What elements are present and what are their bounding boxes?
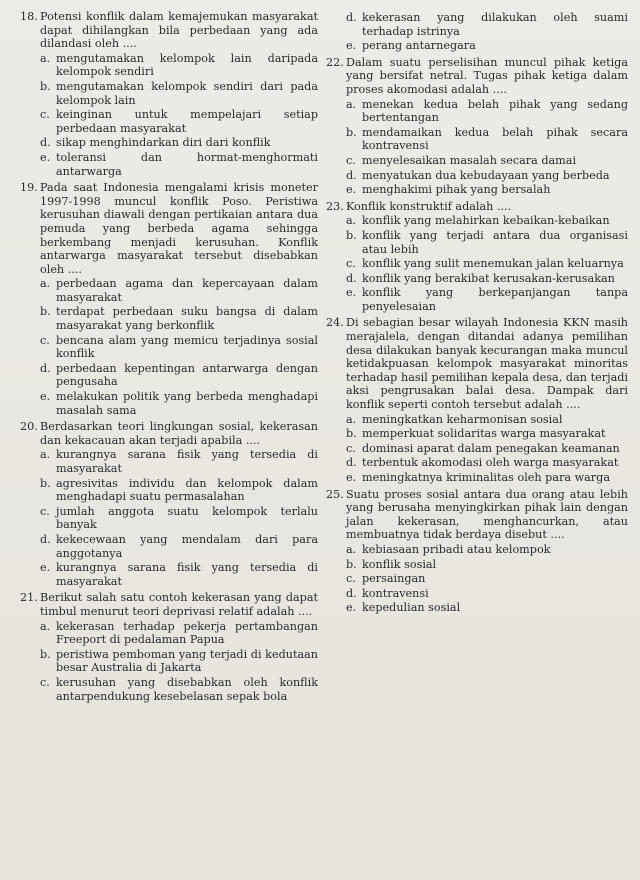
- option-a: a. konflik yang melahirkan kebaikan-kebaikan: [346, 214, 610, 228]
- question-text: Pada saat Indonesia mengalami krisis moneter 1997-1998 muncul konflik Poso. Peristiwa kerusuhan diawali dengan pertikaian antara dua pemuda yang berbeda agama sehingga berkembang menjadi kerusuhan. Konflik antarwarga masyarakat tersebut disebabkan oleh ....: [40, 181, 318, 276]
- question-25: [326, 488, 628, 615]
- option-a: a. kurangnya sarana fisik yang tersedia di masyarakat: [40, 448, 318, 475]
- option-d: d. konflik yang berakibat kerusakan-kerusakan: [346, 271, 615, 285]
- question-number: 19.: [20, 181, 38, 195]
- option-d: d. kekerasan yang dilakukan oleh suami terhadap istrinya: [346, 11, 628, 38]
- option-c: c. keinginan untuk mempelajari setiap perbedaan masyarakat: [40, 108, 318, 135]
- option-a: a. menekan kedua belah pihak yang sedang bertentangan: [346, 97, 628, 125]
- option-c: c. menyelesaikan masalah secara damai: [346, 153, 577, 167]
- left-column: [20, 10, 318, 706]
- question-19: [20, 181, 318, 417]
- question-text: Di sebagian besar wilayah Indonesia KKN masih merajalela, dengan ditandai adanya pemilihan desa dilakukan banyak kecurangan maka muncul ketidakpuasan kelompok masyarakat minoritas terhadap hasil pemilihan kepala desa, dan terjadi aksi pengrusakan balai desa. Dampak dari konflik seperti contoh tersebut adalah ....: [346, 316, 628, 412]
- option-e: e. kurangnya sarana fisik yang tersedia di masyarakat: [40, 561, 318, 588]
- question-number: 25.: [326, 487, 344, 501]
- option-a: a. mengutamakan kelompok lain daripada kelompok sendiri: [40, 51, 318, 79]
- option-c: c. persaingan: [346, 572, 426, 586]
- option-b: b. mendamaikan kedua belah pihak secara kontravensi: [346, 125, 628, 153]
- option-c: c. dominasi aparat dalam penegakan keamanan: [346, 441, 620, 455]
- option-d: d. perbedaan kepentingan antarwarga dengan pengusaha: [40, 361, 318, 389]
- option-d: d. terbentuk akomodasi oleh warga masyarakat: [346, 456, 619, 470]
- option-b: b. mengutamakan kelompok sendiri dari pada kelompok lain: [40, 79, 318, 107]
- option-e: e. kepedulian sosial: [346, 601, 461, 615]
- option-b: b. konflik sosial: [346, 557, 437, 571]
- question-text: Dalam suatu perselisihan muncul pihak ketiga yang bersifat netral. Tugas pihak ketiga dalam proses akomodasi adalah ....: [346, 55, 628, 96]
- right-column: [326, 10, 628, 618]
- option-b: b. peristiwa pemboman yang terjadi di kedutaan besar Australia di Jakarta: [40, 647, 318, 675]
- option-d: d. menyatukan dua kebudayaan yang berbeda: [346, 168, 610, 182]
- question-number: 18.: [20, 10, 38, 23]
- question-text: Berikut salah satu contoh kekerasan yang dapat timbul menurut teori deprivasi relatif adalah ....: [40, 591, 318, 618]
- option-a: a. kekerasan terhadap pekerja pertambangan Freeport di pedalaman Papua: [40, 619, 318, 647]
- option-d: d. kekecewaan yang mendalam dari para anggotanya: [40, 532, 318, 560]
- question-21-continued: [346, 11, 628, 53]
- question-number: 22.: [326, 55, 344, 69]
- option-a: a. kebiasaan pribadi atau kelompok: [346, 542, 551, 556]
- question-22: [326, 56, 628, 197]
- option-b: b. konflik yang terjadi antara dua organisasi atau lebih: [346, 228, 628, 256]
- option-e: e. melakukan politik yang berbeda menghadapi masalah sama: [40, 390, 318, 417]
- option-b: b. memperkuat solidaritas warga masyarakat: [346, 427, 606, 441]
- option-c: c. bencana alam yang memicu terjadinya sosial konflik: [40, 333, 318, 361]
- option-c: c. konflik yang sulit menemukan jalan keluarnya: [346, 257, 624, 271]
- option-e: e. toleransi dan hormat-menghormati antarwarga: [40, 150, 318, 178]
- option-e: e. meningkatnya kriminalitas oleh para warga: [346, 471, 610, 484]
- question-number: 23.: [326, 199, 344, 213]
- option-c: c. kerusuhan yang disebabkan oleh konflik antarpendukung kesebelasan sepak bola: [40, 675, 318, 703]
- option-e: e. menghakimi pihak yang bersalah: [346, 183, 551, 197]
- option-b: b. terdapat perbedaan suku bangsa di dalam masyarakat yang berkonflik: [40, 305, 318, 333]
- option-a: a. meningkatkan keharmonisan sosial: [346, 412, 563, 426]
- question-23: [326, 200, 628, 314]
- option-a: a. perbedaan agama dan kepercayaan dalam masyarakat: [40, 277, 318, 304]
- question-text: Suatu proses sosial antara dua orang atau lebih yang berusaha menyingkirkan pihak lain dengan jalan kekerasan, menghancurkan, atau membuatnya tidak berdaya disebut ....: [346, 487, 628, 542]
- question-text: Potensi konflik dalam kemajemukan masyarakat dapat dihilangkan bila perbedaan yang ada dilandasi oleh ....: [40, 10, 318, 51]
- option-d: d. kontravensi: [346, 586, 429, 600]
- question-text: Konflik konstruktif adalah ....: [346, 199, 512, 213]
- option-d: d. sikap menghindarkan diri dari konflik: [40, 136, 271, 150]
- option-e: e. perang antarnegara: [346, 39, 476, 53]
- question-number: 20.: [20, 420, 38, 434]
- question-18: [20, 10, 318, 178]
- question-number: 21.: [20, 591, 38, 605]
- question-24: [326, 316, 628, 484]
- question-number: 24.: [326, 316, 344, 330]
- option-e: e. konflik yang berkepanjangan tanpa penyelesaian: [346, 286, 628, 313]
- question-20: [20, 420, 318, 588]
- option-c: c. jumlah anggota suatu kelompok terlalu banyak: [40, 504, 318, 532]
- question-21: [20, 591, 318, 703]
- option-b: b. agresivitas individu dan kelompok dalam menghadapi suatu permasalahan: [40, 476, 318, 504]
- question-text: Berdasarkan teori lingkungan sosial, kekerasan dan kekacauan akan terjadi apabila ....: [40, 420, 318, 447]
